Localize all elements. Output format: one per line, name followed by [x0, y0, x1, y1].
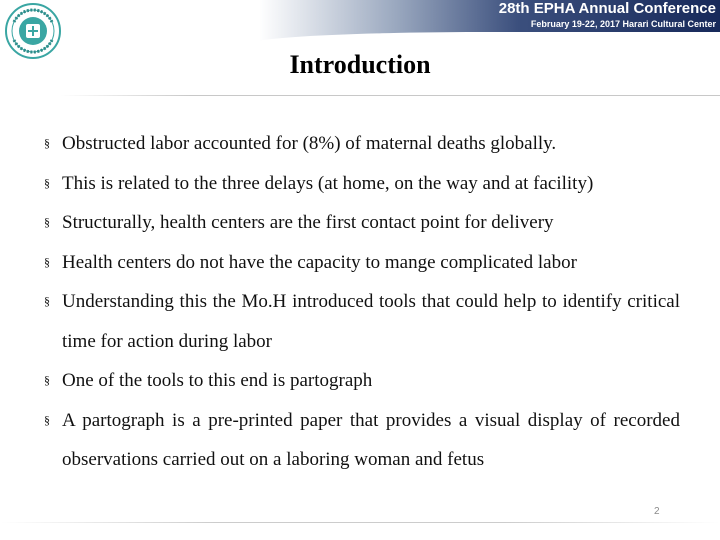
- conference-title: 28th EPHA Annual Conference: [498, 0, 716, 17]
- bullet-text: Obstructed labor accounted for (8%) of maternal deaths globally.: [62, 133, 557, 154]
- bullet-item: [44, 124, 680, 164]
- bullet-item: [44, 401, 680, 480]
- bullet-marker-icon: §: [44, 412, 50, 427]
- page-number: 2: [654, 506, 660, 517]
- bullet-list: [44, 124, 680, 480]
- footer-divider: [0, 522, 720, 523]
- bullet-item: [44, 243, 680, 283]
- bullet-marker-icon: §: [44, 175, 50, 190]
- slide-title: Introduction: [289, 50, 431, 79]
- bullet-text: Structurally, health centers are the first contact point for delivery: [62, 212, 554, 233]
- bullet-text: A partograph is a pre-printed paper that provides a visual display of recorded observations carried out on a laboring woman and fetus: [62, 409, 680, 470]
- title-divider: [60, 95, 720, 96]
- bullet-marker-icon: §: [44, 136, 50, 150]
- bullet-text: Health centers do not have the capacity to mange complicated labor: [62, 251, 577, 273]
- bullet-text: Understanding this the Mo.H introduced tools that could help to identify critical time for action during labor: [62, 291, 680, 352]
- bullet-text: This is related to the three delays (at home, on the way and at facility): [62, 172, 594, 194]
- bullet-item: [44, 164, 680, 204]
- bullet-marker-icon: §: [44, 373, 50, 387]
- bullet-item: [44, 282, 680, 361]
- conference-details: February 19-22, 2017 Harari Cultural Center: [530, 19, 716, 29]
- bullet-marker-icon: §: [44, 254, 50, 269]
- bullet-item: [44, 361, 680, 401]
- bullet-item: [44, 203, 680, 243]
- bullet-marker-icon: §: [44, 215, 50, 229]
- bullet-text: One of the tools to this end is partograph: [62, 370, 373, 391]
- conference-location: Harar: [692, 31, 716, 41]
- bullet-marker-icon: §: [44, 294, 50, 308]
